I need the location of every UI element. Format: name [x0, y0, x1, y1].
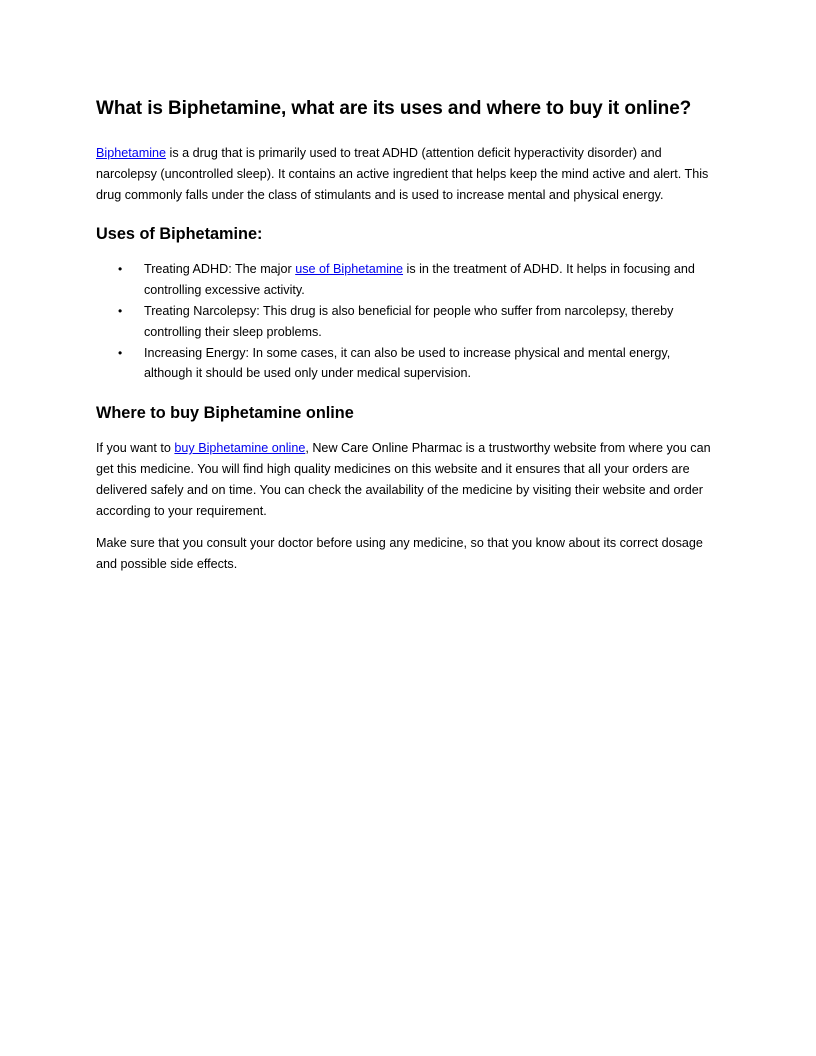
- intro-text: is a drug that is primarily used to treat ADHD (attention deficit hyperactivity disorder) and narcolepsy (uncontrolled sleep). It contains an active ingredient that helps keep the mind active and alert. This drug commonly falls under the class of stimulants and is used to increase mental and physical energy.: [96, 146, 709, 202]
- biphetamine-link[interactable]: Biphetamine: [96, 146, 167, 160]
- list-item: [96, 301, 720, 343]
- page-title: What is Biphetamine, what are its uses and where to buy it online?: [96, 98, 692, 119]
- uses-heading: Uses of Biphetamine:: [96, 225, 263, 244]
- bullet-icon: •: [118, 345, 123, 360]
- buy-text-before: If you want to: [96, 441, 175, 456]
- buy-biphetamine-online-link[interactable]: buy Biphetamine online: [174, 441, 306, 456]
- intro-paragraph: [96, 143, 720, 205]
- bullet-icon: •: [118, 262, 123, 277]
- list-item: [96, 343, 720, 385]
- closing-paragraph: Make sure that you consult your doctor before using any medicine, so that you know about its correct dosage and possible side effects.: [96, 536, 703, 572]
- uses-item-text: Increasing Energy: In some cases, it can also be used to increase physical and mental energy, although it should be used only under medical supervision.: [144, 345, 671, 381]
- buy-heading: Where to buy Biphetamine online: [96, 404, 354, 423]
- uses-list: [96, 259, 720, 384]
- document-page: [96, 96, 720, 587]
- bullet-icon: •: [118, 303, 123, 318]
- uses-item-after: is in the treatment of ADHD. It helps in focusing and controlling excessive activity.: [144, 262, 695, 298]
- buy-paragraph: [96, 438, 720, 521]
- use-of-biphetamine-link[interactable]: use of Biphetamine: [295, 262, 404, 277]
- uses-item-before: Treating ADHD: The major: [144, 262, 296, 277]
- list-item: [96, 259, 720, 301]
- uses-item-text: Treating Narcolepsy: This drug is also beneficial for people who suffer from narcolepsy, thereby controlling their sleep problems.: [144, 303, 674, 339]
- buy-text-after: , New Care Online Pharmac is a trustworthy website from where you can get this medicine. You will find high quality medicines on this website and it ensures that all your orders are delivered safely and on time. You can check the availability of the medicine by visiting their website and order according to your requirement.: [96, 441, 711, 518]
